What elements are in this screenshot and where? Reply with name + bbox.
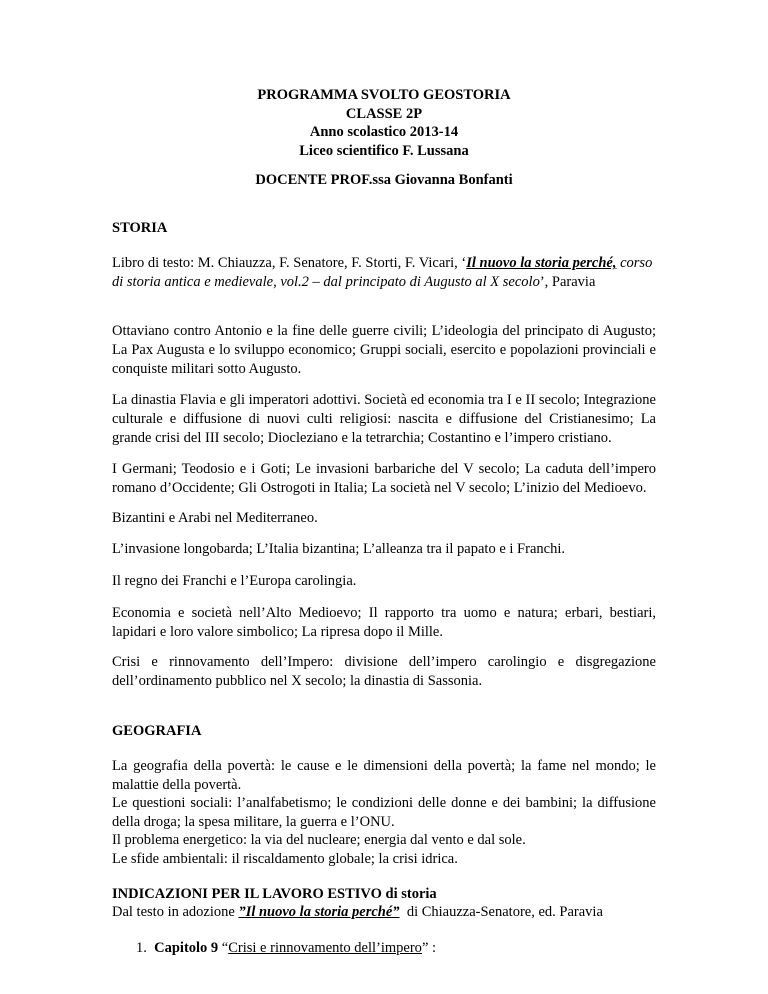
school-name: Liceo scientifico F. Lussana <box>299 142 469 159</box>
geografia-heading: GEOGRAFIA <box>112 723 202 739</box>
textbook-title: Il nuovo la storia perché, <box>466 255 617 271</box>
list-item-quote-close: ” : <box>421 940 437 956</box>
storia-heading: STORIA <box>112 220 168 236</box>
list-item-quote-open: “ <box>218 940 229 956</box>
storia-paragraph-8: Crisi e rinnovamento dell’Impero: divisione dell’impero carolingio e disgregazione dell’ordinamento pubblico nel X secolo; la dinastia di Sassonia. <box>112 654 656 689</box>
storia-paragraph-5: L’invasione longobarda; L’Italia bizantina; L’alleanza tra il papato e i Franchi. <box>112 541 565 557</box>
estivo-intro-suffix: di Chiauzza-Senatore, ed. Paravia <box>399 904 603 920</box>
estivo-list-item-1 <box>136 939 436 958</box>
estivo-intro <box>112 903 712 922</box>
program-title: PROGRAMMA SVOLTO GEOSTORIA <box>257 87 511 103</box>
storia-paragraph-2: La dinastia Flavia e gli imperatori adottivi. Società ed economia tra I e II secolo; Integrazione culturale e diffusione di nuovi culti religiosi: nascita e diffusione del Cristianesimo; La grande crisi del III secolo; Diocleziano e la tetrarchia; Costantino e l’impero cristiano. <box>112 392 656 446</box>
document-header <box>0 86 768 160</box>
geografia-line-2: Le questioni sociali: l’analfabetismo; le condizioni delle donne e dei bambini; la diffusione della droga; la spesa militare, la guerra e l’ONU. <box>112 795 656 830</box>
geografia-block <box>112 757 656 868</box>
geografia-line-1: La geografia della povertà: le cause e le dimensioni della povertà; la fame nel mondo; le malattie della povertà. <box>112 758 656 793</box>
list-item-chapter: Capitolo 9 <box>154 940 219 956</box>
list-item-chapter-title: Crisi e rinnovamento dell’impero <box>228 940 422 956</box>
list-item-number: 1. <box>136 940 147 956</box>
geografia-line-4: Le sfide ambientali: il riscaldamento globale; la crisi idrica. <box>112 850 458 867</box>
storia-paragraph-3: I Germani; Teodosio e i Goti; Le invasioni barbariche del V secolo; La caduta dell’impero romano d’Occidente; Gli Ostrogoti in Italia; La società nel V secolo; L’inizio del Medioevo. <box>112 461 656 496</box>
estivo-intro-prefix: Dal testo in adozione <box>112 904 239 920</box>
textbook-suffix: ’, Paravia <box>539 274 596 290</box>
textbook-reference <box>112 254 656 292</box>
class-name: CLASSE 2P <box>345 105 423 122</box>
estivo-heading: INDICAZIONI PER IL LAVORO ESTIVO di storia <box>112 886 437 902</box>
school-year: Anno scolastico 2013-14 <box>309 124 459 140</box>
estivo-intro-title: ”Il nuovo la storia perché” <box>238 904 400 920</box>
storia-paragraph-6: Il regno dei Franchi e l’Europa carolingia. <box>112 573 357 589</box>
textbook-prefix: Libro di testo: M. Chiauzza, F. Senatore, F. Storti, F. Vicari, ‘ <box>112 255 467 271</box>
storia-paragraph-1: Ottaviano contro Antonio e la fine delle guerre civili; L’ideologia del principato di Augusto; La Pax Augusta e lo sviluppo economico; Gruppi sociali, esercito e popolazioni provinciali e conquiste militari sotto Augusto. <box>112 323 656 377</box>
textbook-subtitle: corso di storia antica e medievale, vol.2 – dal principato di Augusto al X secolo <box>112 255 653 290</box>
storia-paragraph-7: Economia e società nell’Alto Medioevo; Il rapporto tra uomo e natura; erbari, bestiari, lapidari e loro valore simbolico; La ripresa dopo il Mille. <box>112 605 656 640</box>
teacher-name: DOCENTE PROF.ssa Giovanna Bonfanti <box>255 172 513 188</box>
storia-paragraph-4: Bizantini e Arabi nel Mediterraneo. <box>112 510 318 526</box>
geografia-line-3: Il problema energetico: la via del nucleare; energia dal vento e dal sole. <box>112 832 526 848</box>
